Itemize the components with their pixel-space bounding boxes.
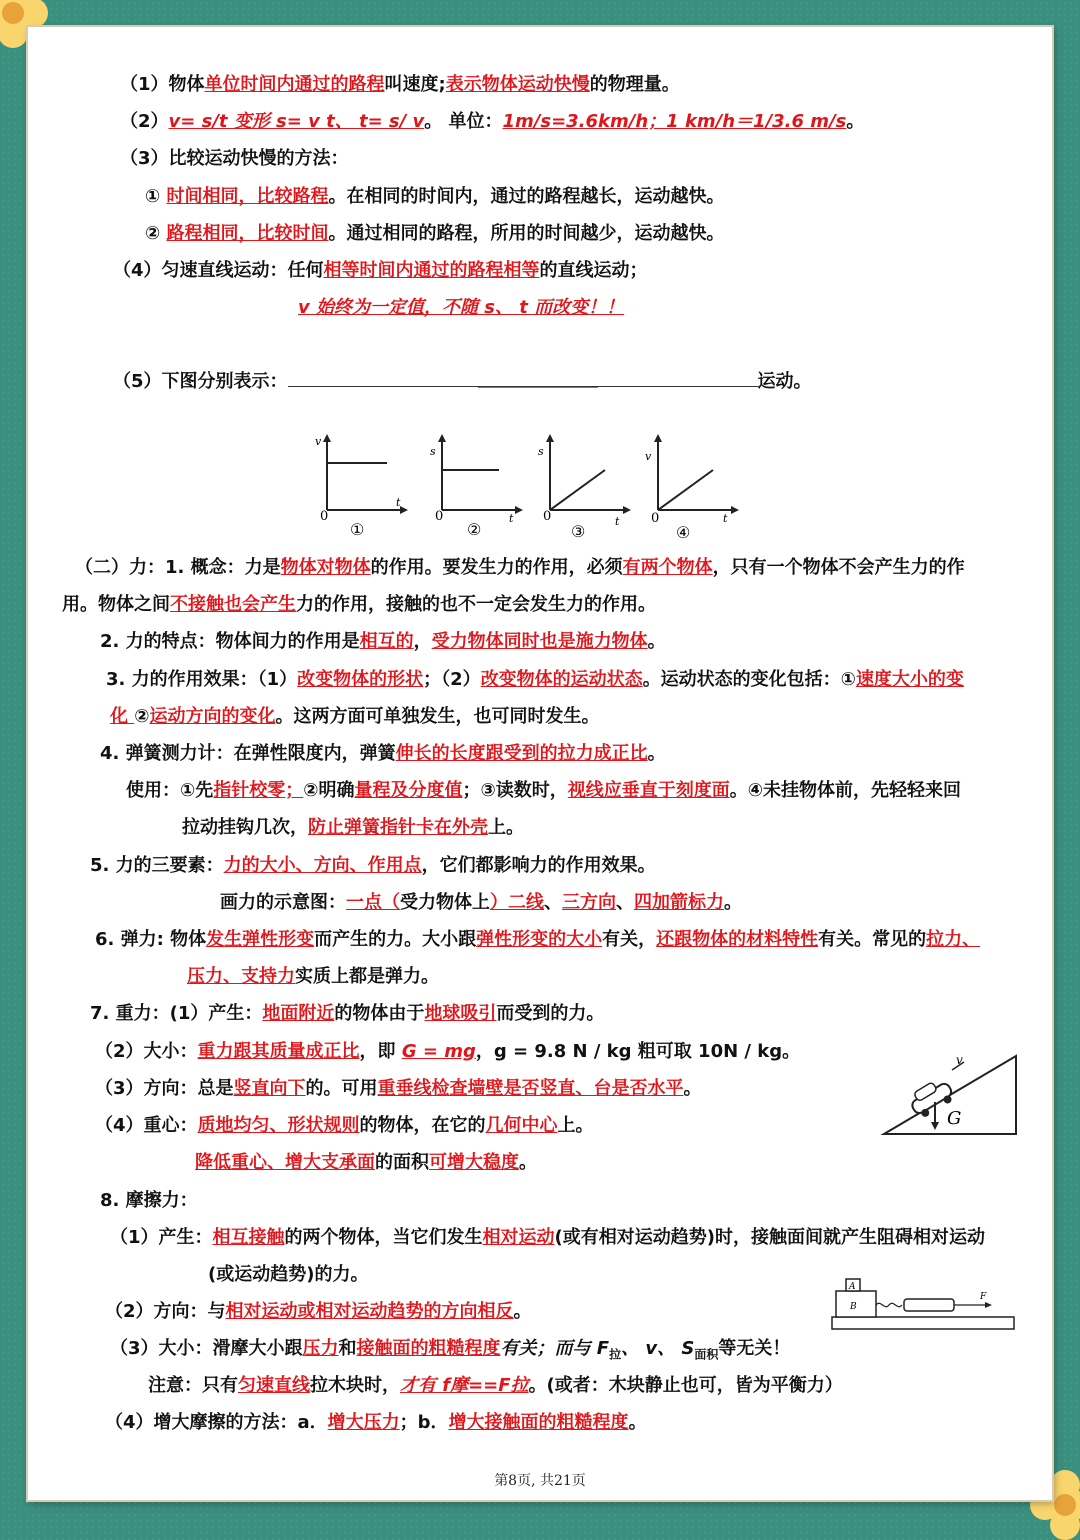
line-method-2: ② 路程相同，比较时间。通过相同的路程，所用的时间越少，运动越快。 (145, 223, 725, 244)
graph-y-label: v (645, 450, 652, 463)
page-footer: 第8页, 共21页 (494, 1473, 586, 1489)
force-f-label: F (980, 1292, 987, 1302)
line-spring-usage: 使用：①先指针校零；②明确量程及分度值；③读数时，视线应垂直于刻度面。④未挂物体前，先轻轻来回 (126, 780, 961, 801)
graph-x-label: t (396, 496, 401, 509)
line-spring-scale: 4. 弹簧测力计：在弹性限度内，弹簧伸长的长度跟受到的拉力成正比。 (100, 743, 666, 764)
block-b-label: B (850, 1302, 857, 1312)
line-friction-origin: （1）产生：相互接触的两个物体，当它们发生相对运动(或有相对运动趋势)时，接触面间就产生阻碍相对运动 (110, 1227, 985, 1248)
graph-number: ④ (676, 523, 691, 540)
line-method-1: ① 时间相同，比较路程。在相同的时间内，通过的路程越长，运动越快。 (145, 186, 725, 207)
graph-origin: 0 (651, 511, 660, 526)
line-force-concept: （二）力：1. 概念：力是物体对物体的作用。要发生力的作用，必须有两个物体，只有一个物体不会产生力的作 (75, 557, 965, 578)
line-stability: 降低重心、增大支承面的面积可增大稳度。 (195, 1152, 537, 1173)
line-force-property: 2. 力的特点：物体间力的作用是相互的，受力物体同时也是施力物体。 (100, 631, 666, 652)
graph-1 (312, 430, 412, 540)
line-force-concept-cont: 用。物体之间不接触也会产生力的作用，接触的也不一定会发生力的作用。 (62, 594, 656, 615)
velocity-label: v (956, 1053, 963, 1067)
line-elastic-force: 6. 弹力: 物体发生弹性形变而产生的力。大小跟弹性形变的大小有关，还跟物体的材料特性有关。常见的拉力、 (95, 929, 981, 950)
gravity-label: G (947, 1108, 962, 1129)
line-force-elements: 5. 力的三要素：力的大小、方向、作用点，它们都影响力的作用效果。 (90, 855, 656, 876)
graph-y-label: s (430, 445, 436, 458)
graph-number: ② (467, 520, 482, 539)
graph-x-label: t (509, 512, 514, 525)
graph-2 (427, 430, 527, 540)
line-friction-increase: （4）增大摩擦的方法：a．增大压力；b．增大接触面的粗糙程度。 (105, 1412, 647, 1433)
line-gravity-origin: 7. 重力：(1）产生：地面附近的物体由于地球吸引而受到的力。 (90, 1003, 605, 1024)
answer-blank[interactable] (288, 370, 758, 387)
line-friction-note: 注意：只有匀速直线拉木块时，才有 f摩==F拉。(或者：木块静止也可，皆为平衡力） (148, 1375, 843, 1396)
line-force-effect: 3. 力的作用效果：（1）改变物体的形状；（2）改变物体的运动状态。运动状态的变化包括：①速度大小的变 (106, 669, 964, 690)
line-uniform-note: v 始终为一定值，不随 s、 t 而改变！！ (298, 297, 625, 318)
incline-figure (880, 1050, 1020, 1140)
line-friction-origin-cont: (或运动趋势)的力。 (208, 1264, 369, 1285)
graph-x-label: t (723, 512, 728, 525)
line-compare-methods: （3）比较运动快慢的方法： (120, 148, 349, 169)
line-uniform-motion: （4）匀速直线运动：任何相等时间内通过的路程相等的直线运动； (113, 260, 648, 281)
line-center-of-gravity: （4）重心：质地均匀、形状规则的物体，在它的几何中心上。 (95, 1115, 594, 1136)
line-force-diagram: 画力的示意图：一点（受力物体上）二线、三方向、四加箭标力。 (220, 892, 742, 913)
graph-x-label: t (615, 515, 620, 528)
block-spring-figure (828, 1275, 1018, 1333)
line-spring-usage-cont: 拉动挂钩几次，防止弹簧指针卡在外壳上。 (182, 817, 524, 838)
line-speed-definition: （1）物体单位时间内通过的路程叫速度;表示物体运动快慢的物理量。 (120, 74, 680, 95)
graph-y-label: s (538, 445, 544, 458)
line-friction-direction: （2）方向：与相对运动或相对运动趋势的方向相反。 (105, 1301, 532, 1322)
line-friction-magnitude: （3）大小：滑摩大小跟压力和接触面的粗糙程度有关；而与 $F_拉$、 v、 $S_{面积}$等无关！ (110, 1338, 791, 1362)
line-elastic-force-cont: 压力、支持力实质上都是弹力。 (187, 966, 439, 987)
graph-3 (535, 430, 635, 540)
line-force-effect-cont: 化 ②运动方向的变化。这两方面可单独发生，也可同时发生。 (110, 706, 600, 727)
graph-origin: 0 (435, 509, 444, 524)
line-speed-formula: （2）v= s/t 变形 s= v t、 t= s/ v。 单位：1m/s=3.6km/h；1 km/h＝1/3.6 m/s。 (120, 111, 865, 132)
line-gravity-direction: （3）方向：总是竖直向下的。可用重垂线检查墙壁是否竖直、台是否水平。 (95, 1078, 702, 1099)
graph-origin: 0 (543, 509, 552, 524)
graph-number: ① (350, 520, 365, 539)
graph-origin: 0 (320, 509, 329, 524)
line-friction-title: 8. 摩擦力： (100, 1190, 198, 1211)
line-graphs-question: （5）下图分别表示： 运动。 (113, 371, 812, 392)
block-a-label: A (849, 1282, 856, 1292)
graph-number: ③ (571, 522, 586, 540)
line-gravity-magnitude: （2）大小：重力跟其质量成正比，即 G = mg，g = 9.8 N / kg 粗可取 10N / kg。 (95, 1041, 801, 1062)
graph-4 (643, 430, 743, 540)
graph-y-label: v (315, 435, 322, 448)
